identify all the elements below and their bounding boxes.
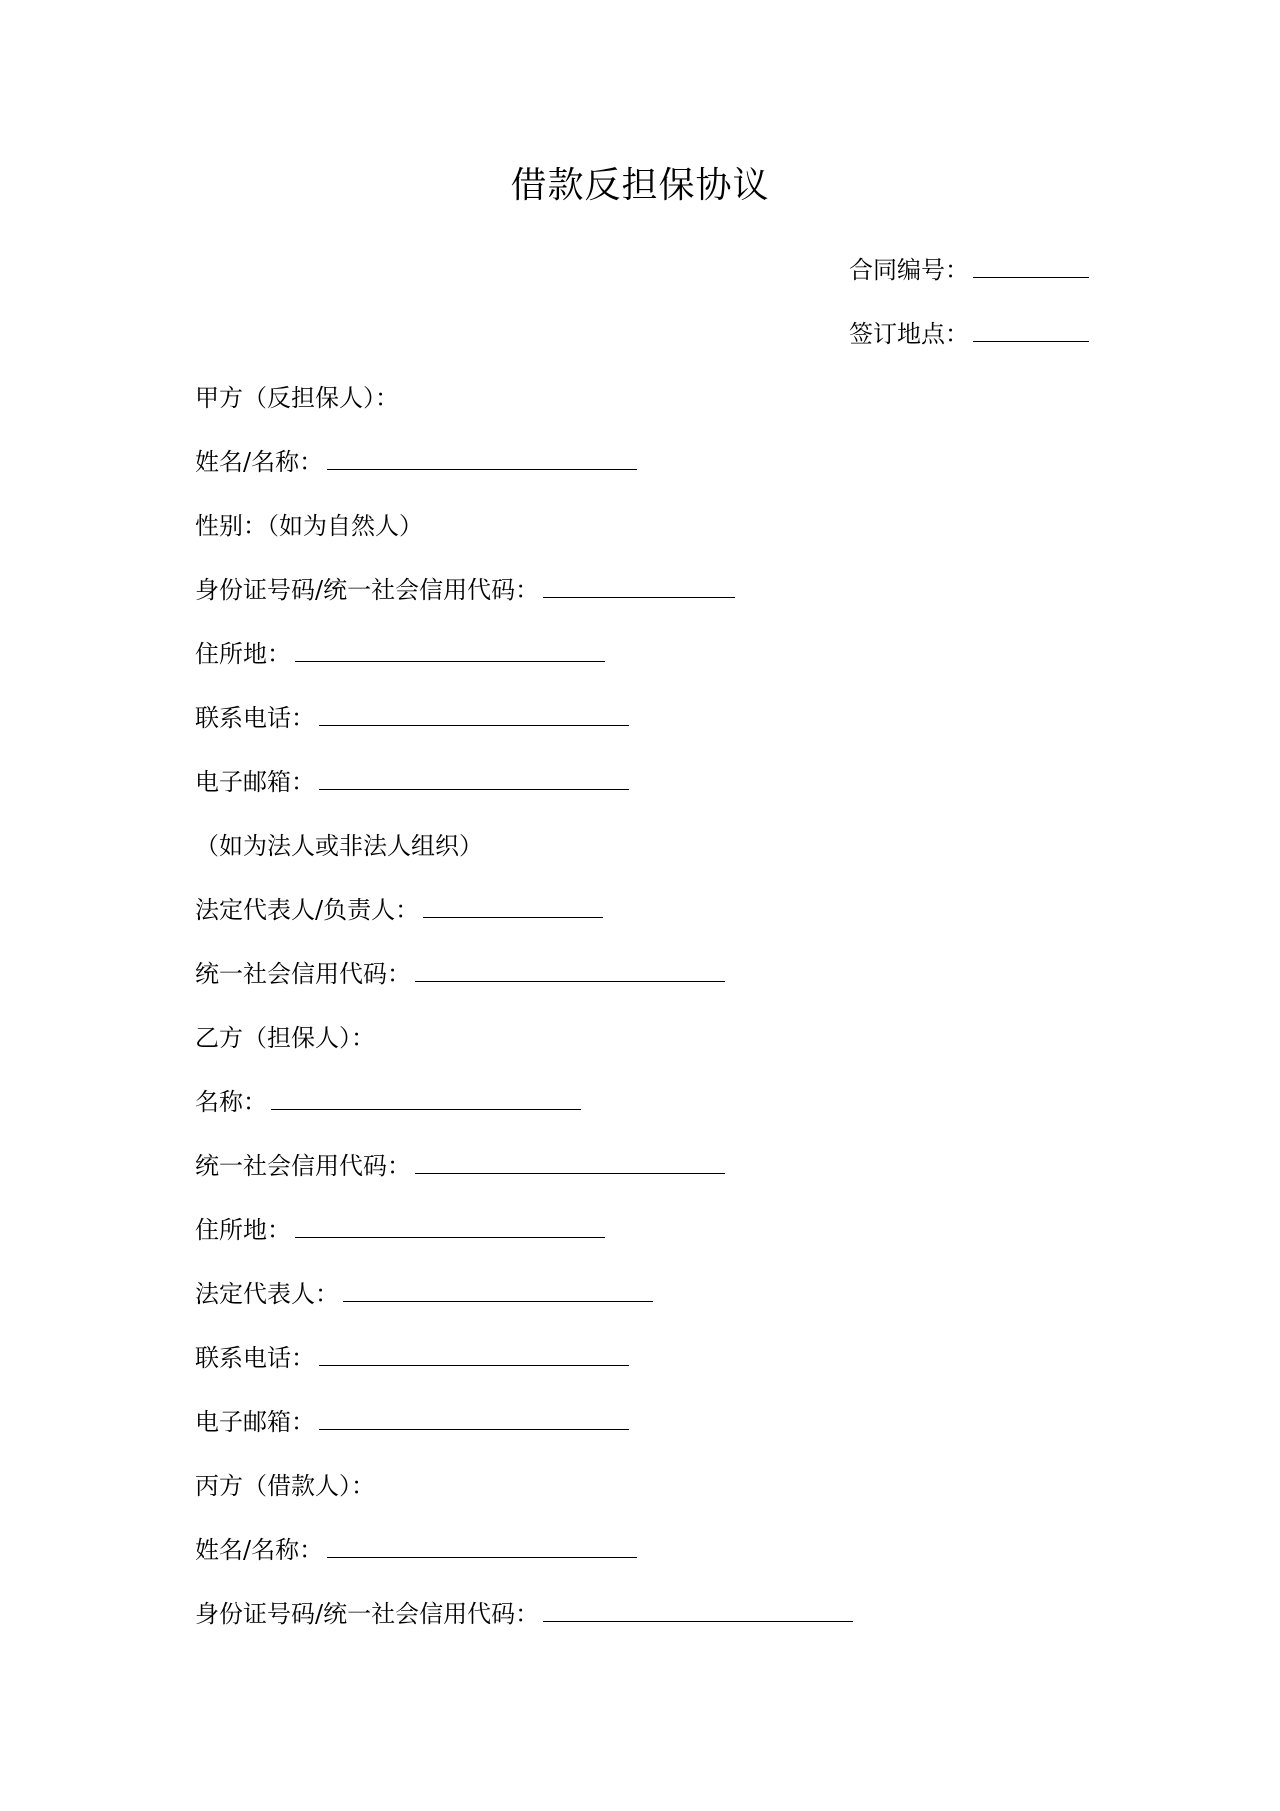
party-b-name-label: 名称： [195,1088,267,1116]
party-b-address-blank[interactable] [295,1215,605,1238]
party-b-email-label: 电子邮箱： [195,1408,315,1436]
party-a-legal-note: （如为法人或非法人组织） [195,832,483,860]
party-b-credit-code-row [195,1150,725,1182]
party-a-email-label: 电子邮箱： [195,768,315,796]
party-a-credit-code-row [195,958,725,990]
party-a-phone-label: 联系电话： [195,704,315,732]
party-a-credit-code-blank[interactable] [415,959,725,982]
party-a-phone-row [195,702,629,734]
party-a-id-blank[interactable] [543,575,735,598]
party-b-name-blank[interactable] [271,1087,581,1110]
party-c-id-row [195,1598,853,1630]
party-a-rep-row [195,894,603,926]
party-a-address-row [195,638,605,670]
contract-number-row [789,254,1089,286]
party-a-name-blank[interactable] [327,447,637,470]
document-title: 借款反担保协议 [510,165,770,206]
party-b-heading: 乙方（担保人）： [195,1024,375,1052]
party-c-name-row [195,1534,637,1566]
party-b-email-row [195,1406,629,1438]
party-b-phone-row [195,1342,629,1374]
party-a-name-row [195,446,637,478]
party-c-name-label: 姓名/名称： [195,1536,324,1564]
party-b-credit-code-label: 统一社会信用代码： [195,1152,411,1180]
party-a-address-label: 住所地： [195,640,291,668]
party-a-id-label: 身份证号码/统一社会信用代码： [195,576,540,604]
party-a-credit-code-label: 统一社会信用代码： [195,960,411,988]
party-a-email-blank[interactable] [319,767,629,790]
party-b-rep-row [195,1278,653,1310]
sign-place-blank[interactable] [973,319,1089,342]
party-b-credit-code-blank[interactable] [415,1151,725,1174]
contract-number-blank[interactable] [973,255,1089,278]
party-c-id-blank[interactable] [543,1599,853,1622]
party-a-rep-label: 法定代表人/负责人： [195,896,420,924]
party-a-heading: 甲方（反担保人）： [195,384,399,412]
party-b-address-label: 住所地： [195,1216,291,1244]
contract-number-label: 合同编号： [849,256,969,284]
party-a-gender-row: 性别：（如为自然人） [195,512,423,540]
party-c-heading: 丙方（借款人）： [195,1472,375,1500]
party-a-name-label: 姓名/名称： [195,448,324,476]
party-a-email-row [195,766,629,798]
party-b-name-row [195,1086,581,1118]
party-a-address-blank[interactable] [295,639,605,662]
party-b-address-row [195,1214,605,1246]
party-a-phone-blank[interactable] [319,703,629,726]
party-c-name-blank[interactable] [327,1535,637,1558]
party-b-phone-label: 联系电话： [195,1344,315,1372]
party-b-rep-blank[interactable] [343,1279,653,1302]
party-c-id-label: 身份证号码/统一社会信用代码： [195,1600,540,1628]
party-b-email-blank[interactable] [319,1407,629,1430]
party-b-phone-blank[interactable] [319,1343,629,1366]
sign-place-row [789,318,1089,350]
party-b-rep-label: 法定代表人： [195,1280,339,1308]
party-a-id-row [195,574,735,606]
sign-place-label: 签订地点： [849,320,969,348]
party-a-rep-blank[interactable] [423,895,603,918]
